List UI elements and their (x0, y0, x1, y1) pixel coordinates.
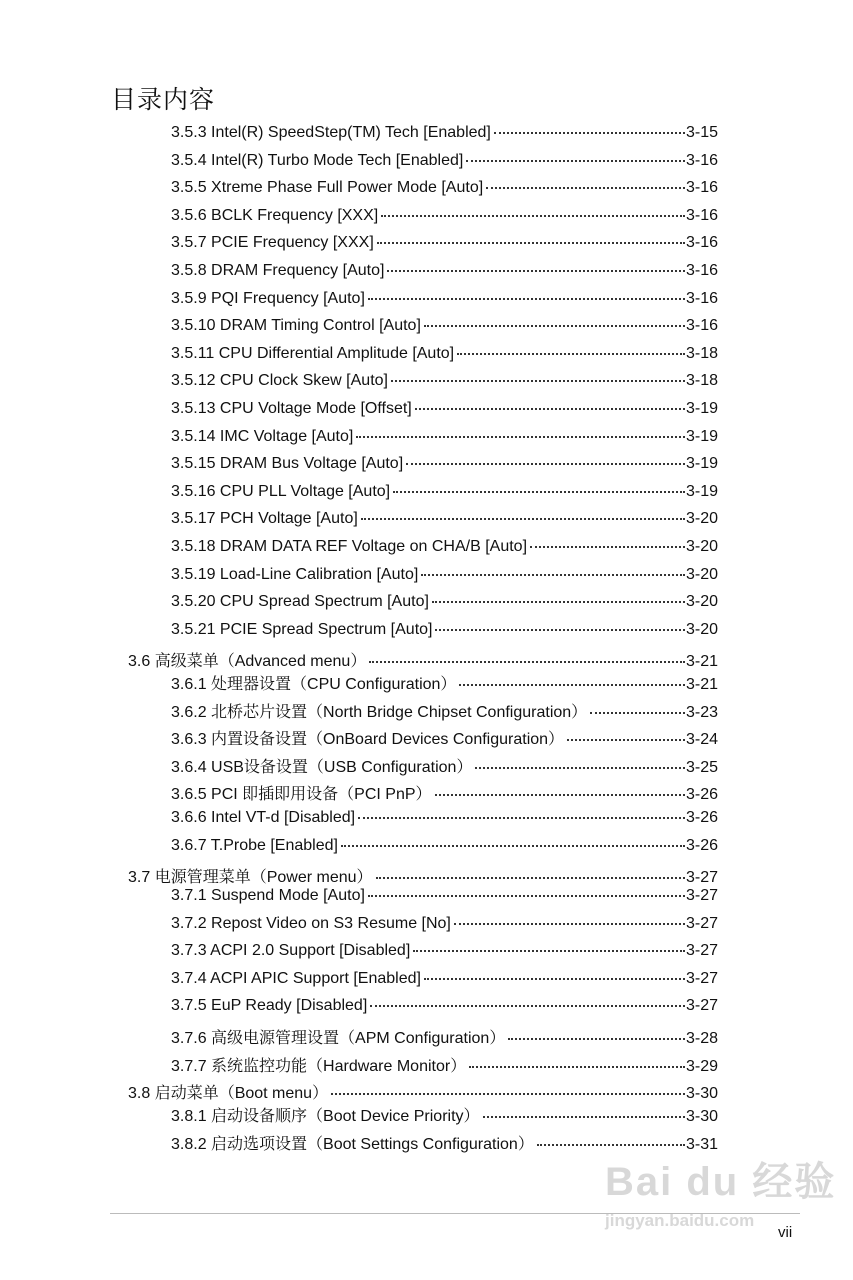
toc-entry-page: 3-27 (685, 997, 718, 1015)
toc-entry-title: 3.7.5 EuP Ready [Disabled] (171, 997, 368, 1015)
dot-leader (387, 270, 685, 272)
toc-entry[interactable] (0, 179, 853, 207)
toc-entry[interactable] (0, 372, 853, 400)
toc-entry-page: 3-31 (685, 1135, 718, 1153)
toc-entry-page: 3-27 (685, 887, 718, 905)
dot-leader (469, 1066, 685, 1068)
toc-entry-title: 3.6 高级菜单（Advanced menu） (128, 653, 367, 671)
toc-entry[interactable] (0, 1053, 853, 1081)
dot-leader (356, 436, 685, 438)
dot-leader (341, 845, 685, 847)
dot-leader (435, 629, 684, 631)
toc-entry-page: 3-18 (685, 372, 718, 390)
dot-leader (424, 978, 685, 980)
dot-leader (421, 574, 685, 576)
toc-entry-page: 3-21 (685, 676, 718, 694)
toc-entry-page: 3-28 (685, 1030, 718, 1047)
dot-leader (368, 298, 685, 300)
toc-entry-page: 3-19 (685, 482, 718, 500)
toc-entry[interactable] (0, 262, 853, 290)
dot-leader (391, 380, 685, 382)
dot-leader (435, 794, 685, 796)
toc-entry[interactable] (0, 997, 853, 1025)
toc-entry[interactable] (0, 124, 853, 152)
toc-entry-page: 3-27 (685, 969, 718, 987)
toc-entry-title: 3.5.10 DRAM Timing Control [Auto] (171, 317, 421, 335)
toc-entry[interactable] (0, 621, 853, 649)
toc-entry-page: 3-27 (685, 914, 718, 932)
toc-entry-page: 3-26 (685, 809, 718, 827)
toc-entry-page: 3-16 (685, 206, 718, 224)
toc-entry[interactable] (0, 1025, 853, 1053)
toc-entry-title: 3.5.20 CPU Spread Spectrum [Auto] (171, 593, 429, 611)
toc-entry-title: 3.6.7 T.Probe [Enabled] (171, 836, 338, 854)
dot-leader (432, 601, 685, 603)
dot-leader (483, 1116, 685, 1118)
toc-entry-title: 3.6.3 内置设备设置（OnBoard Devices Configuration） (171, 731, 565, 749)
toc-entry[interactable] (0, 290, 853, 318)
dot-leader (413, 950, 685, 952)
toc-entry-title: 3.5.5 Xtreme Phase Full Power Mode [Auto] (171, 179, 484, 197)
toc-entry[interactable] (0, 1131, 853, 1159)
toc-entry-page: 3-19 (685, 455, 718, 473)
table-of-contents (0, 124, 853, 1158)
dot-leader (358, 817, 685, 819)
toc-entry[interactable] (0, 754, 853, 782)
toc-entry-page: 3-16 (685, 151, 718, 169)
toc-entry[interactable] (0, 483, 853, 511)
toc-entry-page: 3-24 (685, 731, 718, 749)
footer-divider (110, 1213, 800, 1214)
toc-entry-page: 3-27 (685, 869, 718, 887)
dot-leader (361, 518, 685, 520)
toc-entry-page: 3-18 (685, 344, 718, 362)
baidu-watermark (605, 1150, 836, 1231)
toc-entry-page: 3-20 (685, 620, 718, 638)
toc-entry-page: 3-27 (685, 942, 718, 960)
page-title: 目录内容 (111, 85, 216, 114)
dot-leader (368, 895, 685, 897)
toc-entry-title: 3.5.13 CPU Voltage Mode [Offset] (171, 399, 412, 417)
toc-entry[interactable] (0, 234, 853, 262)
dot-leader (567, 739, 685, 741)
toc-entry-page: 3-20 (685, 565, 718, 583)
dot-leader (459, 684, 685, 686)
toc-entry-page: 3-30 (685, 1107, 718, 1125)
toc-entry[interactable] (0, 538, 853, 566)
toc-entry[interactable] (0, 317, 853, 345)
dot-leader (370, 1005, 685, 1007)
dot-leader (415, 408, 685, 410)
dot-leader (475, 767, 685, 769)
toc-entry-title: 3.6.4 USB设备设置（USB Configuration） (171, 758, 473, 776)
toc-entry-page: 3-16 (685, 289, 718, 307)
toc-entry[interactable] (0, 400, 853, 428)
toc-entry-page: 3-20 (685, 510, 718, 528)
toc-entry[interactable] (0, 726, 853, 754)
toc-entry-page: 3-19 (685, 427, 718, 445)
dot-leader (406, 463, 685, 465)
toc-entry[interactable] (0, 455, 853, 483)
dot-leader (369, 661, 685, 663)
toc-entry[interactable] (0, 781, 853, 809)
toc-entry[interactable] (0, 887, 853, 915)
dot-leader (377, 242, 685, 244)
toc-entry-title: 3.5.16 CPU PLL Voltage [Auto] (171, 482, 391, 500)
toc-entry-title: 3.7.6 高级电源管理设置（APM Configuration） (171, 1030, 506, 1047)
toc-entry-title: 3.5.18 DRAM DATA REF Voltage on CHA/B [Auto] (171, 537, 528, 555)
toc-entry-page: 3-26 (685, 786, 718, 804)
toc-entry-title: 3.5.3 Intel(R) SpeedStep(TM) Tech [Enabled] (171, 124, 491, 141)
toc-entry[interactable] (0, 593, 853, 621)
toc-entry-page: 3-30 (685, 1085, 718, 1103)
toc-entry-title: 3.5.17 PCH Voltage [Auto] (171, 510, 358, 528)
dot-leader (424, 325, 685, 327)
toc-entry-title: 3.5.7 PCIE Frequency [XXX] (171, 234, 374, 252)
dot-leader (486, 187, 685, 189)
toc-entry-title: 3.5.15 DRAM Bus Voltage [Auto] (171, 455, 404, 473)
toc-entry-title: 3.6.5 PCI 即插即用设备（PCI PnP） (171, 786, 432, 804)
toc-entry[interactable] (0, 699, 853, 727)
toc-entry[interactable] (0, 671, 853, 699)
dot-leader (393, 491, 685, 493)
toc-entry-title: 3.7.7 系统监控功能（Hardware Monitor） (171, 1057, 467, 1075)
watermark-brand: Bai du 经验 (605, 1160, 837, 1204)
dot-leader (494, 132, 685, 134)
toc-entry-title: 3.8 启动菜单（Boot menu） (128, 1085, 329, 1103)
toc-entry-page: 3-29 (685, 1057, 718, 1075)
toc-entry-title: 3.5.6 BCLK Frequency [XXX] (171, 206, 379, 224)
toc-entry-title: 3.7.4 ACPI APIC Support [Enabled] (171, 969, 421, 987)
toc-entry-title: 3.5.21 PCIE Spread Spectrum [Auto] (171, 620, 433, 638)
page-number: vii (778, 1224, 793, 1241)
toc-entry-title: 3.7.2 Repost Video on S3 Resume [No] (171, 914, 451, 932)
dot-leader (457, 353, 685, 355)
dot-leader (454, 923, 685, 925)
toc-entry[interactable] (0, 510, 853, 538)
toc-entry[interactable] (0, 970, 853, 998)
dot-leader (537, 1144, 685, 1146)
dot-leader (331, 1093, 685, 1095)
toc-entry-title: 3.5.4 Intel(R) Turbo Mode Tech [Enabled] (171, 151, 464, 169)
toc-entry-title: 3.5.19 Load-Line Calibration [Auto] (171, 565, 419, 583)
toc-entry-title: 3.5.8 DRAM Frequency [Auto] (171, 261, 385, 279)
toc-entry[interactable] (0, 915, 853, 943)
dot-leader (530, 546, 685, 548)
toc-entry-page: 3-19 (685, 399, 718, 417)
toc-entry-title: 3.6.2 北桥芯片设置（North Bridge Chipset Configuration） (171, 703, 588, 721)
dot-leader (381, 215, 685, 217)
watermark-url: jingyan.baidu.com (605, 1211, 755, 1230)
dot-leader (508, 1038, 685, 1040)
toc-entry-title: 3.7.1 Suspend Mode [Auto] (171, 887, 365, 905)
toc-entry-title: 3.5.12 CPU Clock Skew [Auto] (171, 372, 388, 390)
dot-leader (376, 877, 685, 879)
toc-entry[interactable] (0, 837, 853, 865)
toc-entry[interactable] (0, 207, 853, 235)
toc-entry-title: 3.6.6 Intel VT-d [Disabled] (171, 809, 356, 827)
dot-leader (590, 712, 685, 714)
toc-entry[interactable] (0, 1103, 853, 1131)
toc-entry-title: 3.8.1 启动设备顺序（Boot Device Priority） (171, 1107, 480, 1125)
toc-entry-page: 3-23 (685, 703, 718, 721)
toc-entry-page: 3-16 (685, 261, 718, 279)
dot-leader (466, 160, 685, 162)
toc-entry-title: 3.5.14 IMC Voltage [Auto] (171, 427, 354, 445)
toc-entry-title: 3.8.2 启动选项设置（Boot Settings Configuration） (171, 1135, 534, 1153)
toc-entry-title: 3.7 电源管理菜单（Power menu） (128, 869, 373, 887)
toc-entry-page: 3-16 (685, 317, 718, 335)
toc-entry[interactable] (0, 345, 853, 373)
toc-entry-page: 3-15 (685, 124, 718, 141)
toc-entry-page: 3-21 (685, 653, 718, 671)
toc-entry[interactable] (0, 152, 853, 180)
toc-entry-title: 3.5.9 PQI Frequency [Auto] (171, 289, 365, 307)
toc-entry-title: 3.6.1 处理器设置（CPU Configuration） (171, 676, 457, 694)
toc-entry-page: 3-20 (685, 593, 718, 611)
toc-entry[interactable] (0, 428, 853, 456)
toc-entry-page: 3-25 (685, 758, 718, 776)
toc-entry[interactable] (0, 809, 853, 837)
toc-entry[interactable] (0, 566, 853, 594)
toc-entry[interactable] (0, 942, 853, 970)
toc-entry-page: 3-16 (685, 234, 718, 252)
toc-entry-page: 3-20 (685, 537, 718, 555)
toc-entry-page: 3-16 (685, 179, 718, 197)
toc-entry-title: 3.7.3 ACPI 2.0 Support [Disabled] (171, 942, 411, 960)
toc-entry-title: 3.5.11 CPU Differential Amplitude [Auto] (171, 344, 455, 362)
toc-entry-page: 3-26 (685, 836, 718, 854)
